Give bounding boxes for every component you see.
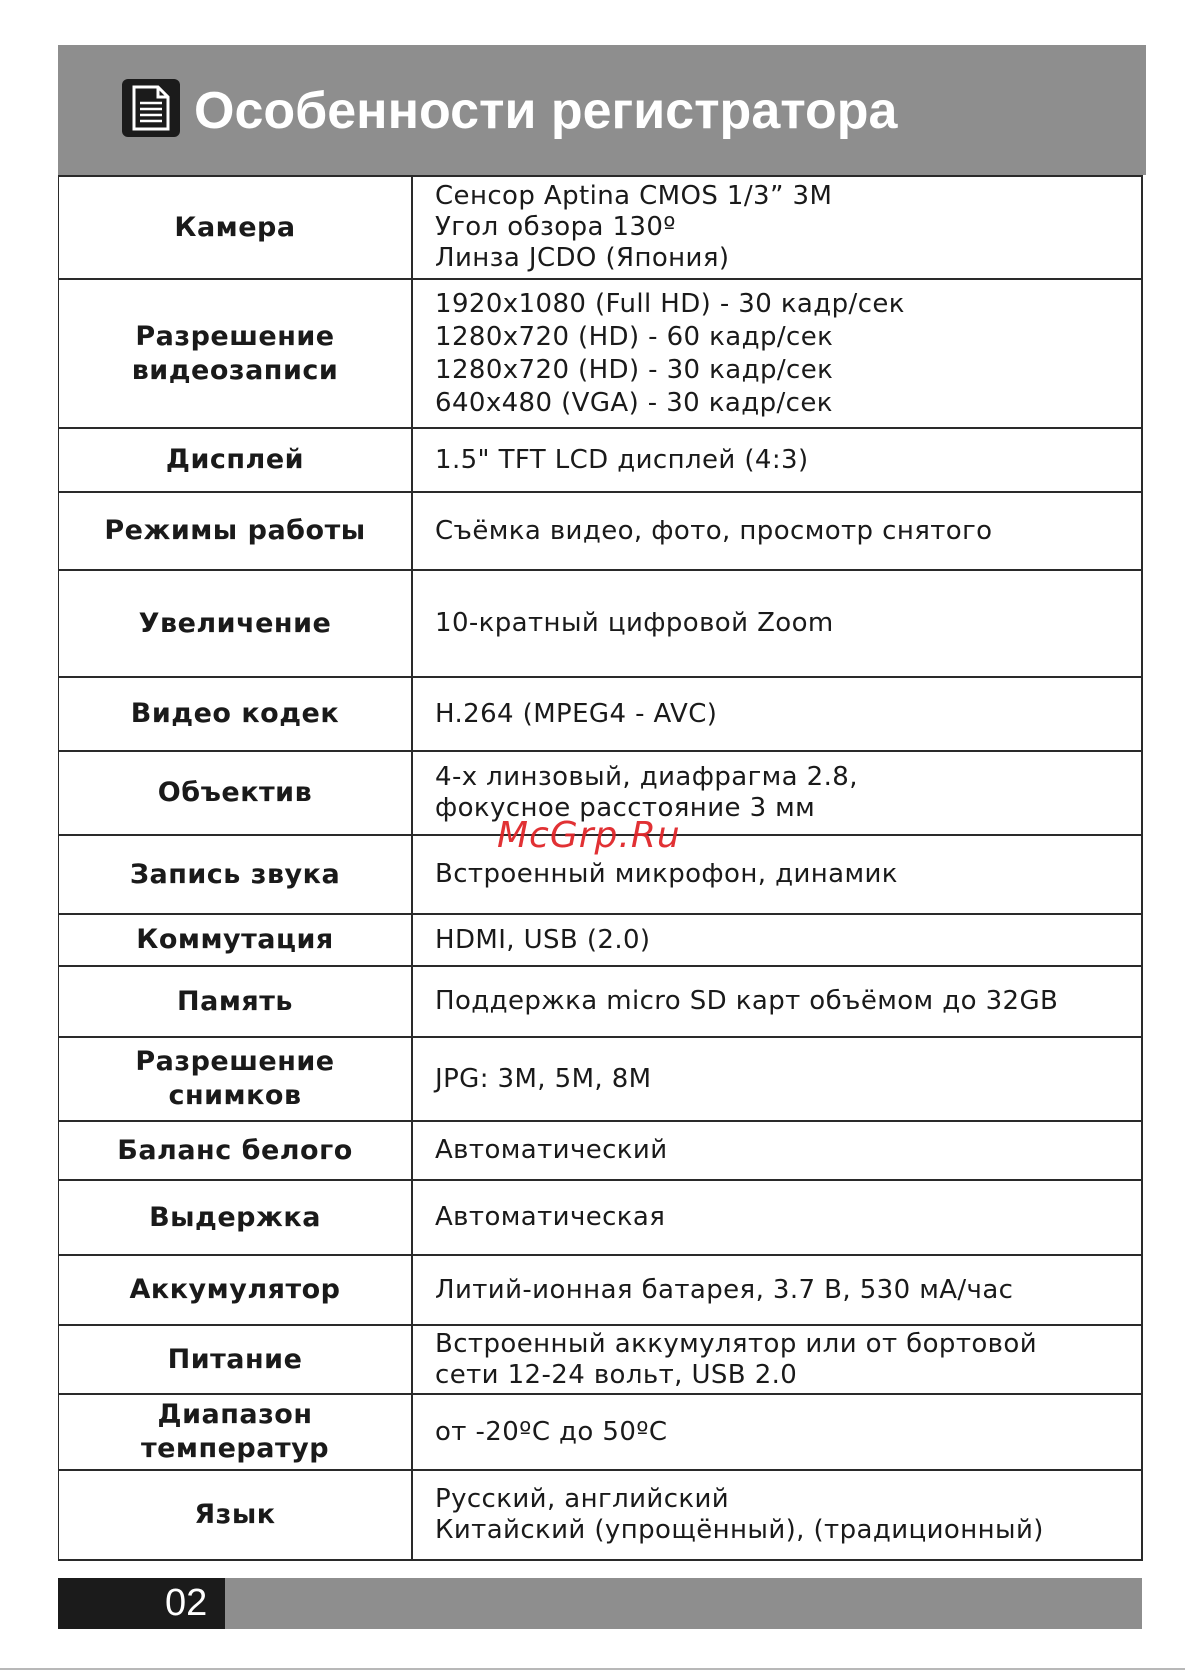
spec-value-line: Литий-ионная батарея, 3.7 В, 530 мА/час — [435, 1274, 1014, 1305]
spec-value — [412, 1180, 1142, 1255]
spec-row — [59, 492, 1143, 570]
spec-value-line: 1280x720 (HD) - 60 кадр/сек — [435, 321, 834, 352]
spec-name-line: Запись звука — [129, 858, 341, 890]
spec-value — [412, 1325, 1142, 1394]
spec-row — [59, 1121, 1143, 1180]
spec-value-line: сети 12-24 вольт, USB 2.0 — [435, 1359, 798, 1390]
spec-value-line: Встроенный микрофон, динамик — [435, 859, 898, 889]
spec-name — [59, 966, 413, 1037]
spec-value-line: от -20ºC до 50ºC — [435, 1416, 668, 1447]
spec-name — [59, 1394, 413, 1470]
spec-row — [59, 279, 1143, 428]
spec-value-line: Встроенный аккумулятор или от бортовой — [435, 1328, 1038, 1359]
spec-row — [59, 966, 1143, 1037]
spec-value-line: 4-х линзовый, диафрагма 2.8, — [435, 762, 858, 792]
spec-value-line: JPG: 3M, 5M, 8M — [435, 1063, 652, 1094]
spec-value — [412, 428, 1142, 492]
spec-row — [59, 1180, 1143, 1255]
spec-name — [59, 176, 413, 279]
spec-name — [59, 1255, 413, 1325]
spec-name — [59, 1470, 413, 1560]
spec-name-line: Дисплей — [165, 444, 305, 475]
spec-value-line: Съёмка видео, фото, просмотр снятого — [435, 515, 993, 546]
spec-name — [59, 492, 413, 570]
spec-value-line: Китайский (упрощённый), (традиционный) — [435, 1515, 1044, 1545]
spec-value-line: Автоматическая — [435, 1202, 666, 1232]
spec-value-line: Автоматический — [435, 1135, 668, 1165]
spec-value-line: HDMI, USB (2.0) — [435, 924, 651, 955]
spec-value — [412, 1255, 1142, 1325]
spec-row — [59, 1394, 1143, 1470]
spec-name — [59, 428, 413, 492]
watermark: McGrp.Ru — [497, 815, 681, 856]
spec-value-line: Поддержка micro SD карт объёмом до 32GB — [435, 986, 1059, 1016]
spec-value — [412, 966, 1142, 1037]
spec-name — [59, 1121, 413, 1180]
spec-value — [412, 570, 1142, 677]
spec-value — [412, 1121, 1142, 1180]
document-icon — [122, 79, 180, 137]
page-title: Особенности регистратора — [194, 82, 898, 140]
spec-value-line: Русский, английский — [435, 1484, 730, 1514]
spec-value-line: Сенсор Aptina CMOS 1/3” 3M — [435, 181, 833, 211]
spec-value — [412, 914, 1142, 966]
spec-value — [412, 176, 1142, 279]
spec-value — [412, 1470, 1142, 1560]
spec-name-line: Видео кодек — [130, 698, 340, 729]
spec-row — [59, 570, 1143, 677]
spec-value-line: 1920x1080 (Full HD) - 30 кадр/сек — [435, 288, 905, 319]
spec-name-line: температур — [140, 1433, 330, 1464]
spec-row — [59, 1325, 1143, 1394]
spec-name-line: Коммутация — [136, 924, 334, 955]
spec-value — [412, 1394, 1142, 1470]
spec-value — [412, 279, 1142, 428]
spec-name — [59, 1037, 413, 1121]
spec-value-line: Угол обзора 130º — [435, 212, 676, 242]
spec-row — [59, 1255, 1143, 1325]
spec-name — [59, 835, 413, 914]
spec-name-line: Диапазон — [157, 1399, 313, 1430]
spec-name — [59, 279, 413, 428]
spec-value — [412, 492, 1142, 570]
spec-name-line: Баланс белого — [117, 1134, 353, 1166]
spec-name-line: снимков — [168, 1080, 302, 1111]
spec-row — [59, 677, 1143, 751]
spec-name-line: Увеличение — [138, 607, 332, 639]
spec-name-line: Режимы работы — [104, 515, 366, 546]
spec-name — [59, 914, 413, 966]
spec-name — [59, 751, 413, 835]
page-header — [58, 45, 1146, 175]
spec-name-line: Память — [177, 985, 293, 1017]
spec-value-line: 640x480 (VGA) - 30 кадр/сек — [435, 387, 833, 418]
spec-name-line: Камера — [174, 211, 296, 243]
spec-name-line: Язык — [194, 1499, 276, 1530]
spec-name — [59, 1180, 413, 1255]
spec-name — [59, 1325, 413, 1394]
spec-value-line: 1280x720 (HD) - 30 кадр/сек — [435, 354, 834, 385]
spec-value-line: фокусное расстояние 3 мм — [435, 793, 816, 823]
spec-name-line: Разрешение — [135, 1046, 335, 1077]
spec-table — [58, 175, 1143, 1561]
page-number: 02 — [165, 1582, 208, 1624]
spec-value-line: H.264 (MPEG4 - AVC) — [435, 698, 718, 729]
spec-value — [412, 1037, 1142, 1121]
spec-row — [59, 914, 1143, 966]
spec-value-line: Линза JCDO (Япония) — [435, 243, 730, 273]
spec-name — [59, 570, 413, 677]
spec-name-line: Объектив — [157, 777, 313, 808]
spec-name-line: Разрешение — [135, 320, 335, 352]
spec-row — [59, 1037, 1143, 1121]
spec-row — [59, 428, 1143, 492]
spec-name-line: Аккумулятор — [129, 1274, 341, 1305]
spec-row — [59, 176, 1143, 279]
spec-value-line: 1.5" TFT LCD дисплей (4:3) — [435, 444, 809, 475]
spec-name-line: Выдержка — [149, 1201, 321, 1233]
bottom-divider — [0, 1668, 1185, 1670]
spec-value — [412, 677, 1142, 751]
spec-value-line: 10-кратный цифровой Zoom — [435, 608, 834, 638]
spec-name-line: Питание — [167, 1343, 303, 1375]
spec-name — [59, 677, 413, 751]
spec-row — [59, 1470, 1143, 1560]
spec-name-line: видеозаписи — [131, 354, 339, 386]
